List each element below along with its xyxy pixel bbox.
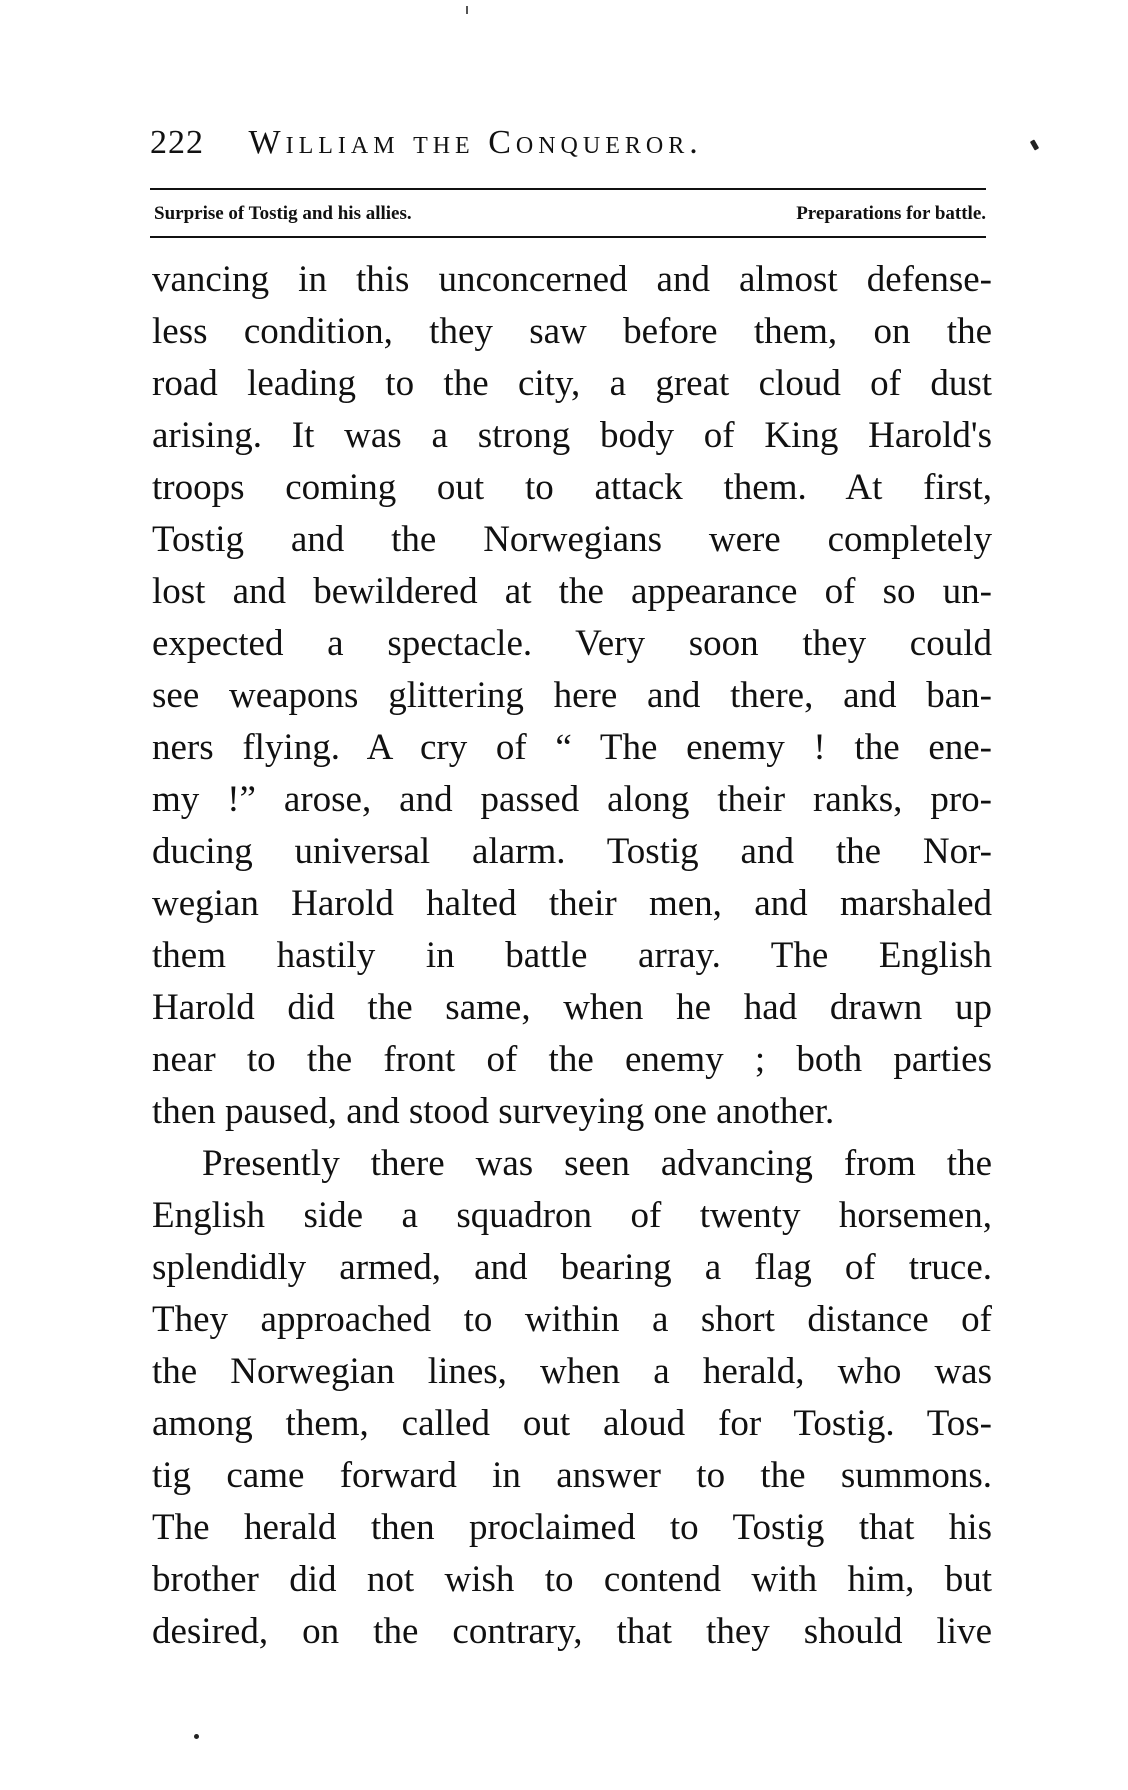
text-line: expected a spectacle. Very soon they could [152,623,992,664]
text-line: arising. It was a strong body of King Harold's [152,415,992,456]
text-line: splendidly armed, and bearing a flag of truce. [152,1247,992,1288]
header-rule-bottom [150,236,986,238]
text-line: ducing universal alarm. Tostig and the Nor- [152,831,992,872]
text-line: troops coming out to attack them. At first, [152,467,992,508]
text-line: the Norwegian lines, when a herald, who was [152,1351,992,1392]
text-line: see weapons glittering here and there, and ban- [152,675,992,716]
header-rule-top [150,188,986,190]
text-line: They approached to within a short distance of [152,1299,992,1340]
scan-speck-bottom [194,1734,199,1739]
subhead-right: Preparations for battle. [796,203,986,224]
scan-speck-top [466,6,468,14]
text-line: ners flying. A cry of “ The enemy ! the ene- [152,727,992,768]
section-subheads [150,196,986,232]
text-line: Harold did the same, when he had drawn up [152,987,992,1028]
running-head [150,118,1010,168]
text-line: vancing in this unconcerned and almost defense- [152,259,992,300]
text-line: my !” arose, and passed along their ranks, pro- [152,779,992,820]
text-line: English side a squadron of twenty horsemen, [152,1195,992,1236]
body-text [152,254,992,1658]
text-line: less condition, they saw before them, on the [152,311,992,352]
scan-speck-right [1030,139,1039,150]
paragraph-2 [152,1138,992,1658]
text-line: brother did not wish to contend with him, but [152,1559,992,1600]
text-line: them hastily in battle array. The English [152,935,992,976]
text-line: Presently there was seen advancing from the [202,1143,992,1184]
book-title: William the Conqueror. [248,124,703,161]
text-line: lost and bewildered at the appearance of so un- [152,571,992,612]
text-line: Tostig and the Norwegians were completely [152,519,992,560]
page-number: 222 [150,124,204,161]
text-line: road leading to the city, a great cloud of dust [152,363,992,404]
text-line: desired, on the contrary, that they should live [152,1611,992,1652]
text-line: then paused, and stood surveying one another. [152,1091,835,1132]
text-line: tig came forward in answer to the summons. [152,1455,992,1496]
text-line: among them, called out aloud for Tostig. Tos- [152,1403,992,1444]
text-line: near to the front of the enemy ; both parties [152,1039,992,1080]
text-line: The herald then proclaimed to Tostig that his [152,1507,992,1548]
subhead-left: Surprise of Tostig and his allies. [154,203,412,224]
text-line: wegian Harold halted their men, and marshaled [152,883,992,924]
paragraph-1 [152,254,992,1138]
